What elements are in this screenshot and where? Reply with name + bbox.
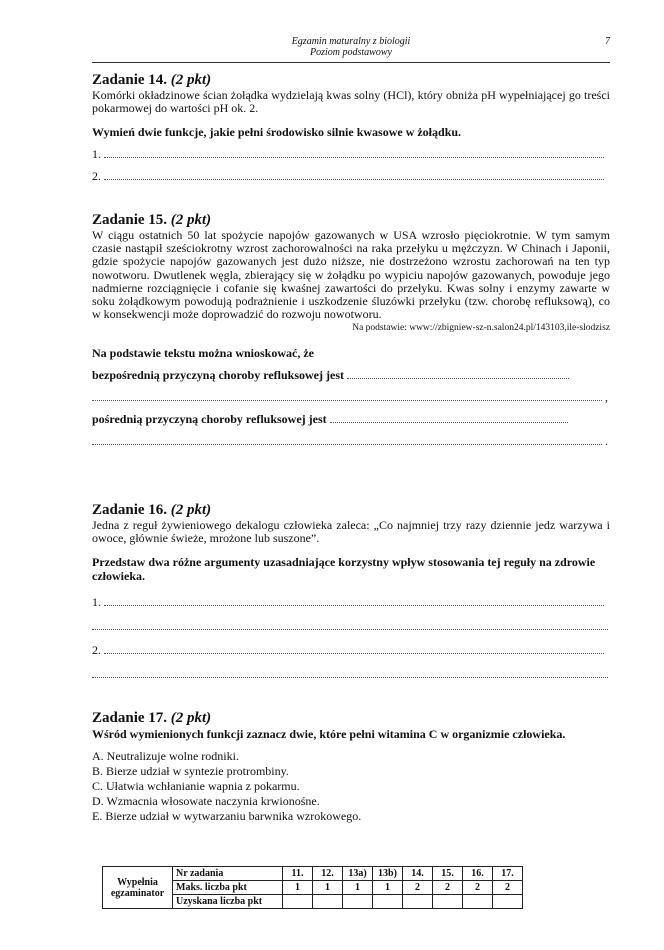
period: . xyxy=(605,434,608,449)
answer-number: 2. xyxy=(92,169,101,184)
answer-line[interactable] xyxy=(104,596,604,606)
task-15-command: Na podstawie tekstu można wnioskować, że xyxy=(92,346,314,361)
answer-line[interactable] xyxy=(92,620,608,630)
scored-points-cell[interactable] xyxy=(493,895,523,909)
scored-points-cell[interactable] xyxy=(403,895,433,909)
task-17-command: Wśród wymienionych funkcji zaznacz dwie, które pełni witamina C w organizmie człowieka. xyxy=(92,727,566,741)
task-15-label: Zadanie 15. xyxy=(92,212,168,228)
answer-line[interactable] xyxy=(330,413,568,423)
option-b[interactable]: B. Bierze udział w syntezie protrombiny. xyxy=(92,764,289,778)
max-points-cell: 2 xyxy=(433,881,463,895)
task-15-text: W ciągu ostatnich 50 lat spożycie napojów gazowanych w USA wzrosło pięciokrotnie. W tym samym czasie nastąpił sześciokrotny wzrost zachorowalności na raka przełyku u mężczyzn. W Chinach i Japonii, gdzie spożycie napojów gazowanych jest dużo niższe, nie dostrzeżono wzrostu zachorowań na ten typ nowotworu. Dwutlenek węgla, zbierający się w żołądku po wypiciu napojów gazowanych, powoduje jego nadmierne rozciągnięcie i cofanie się kwaśnej zawartości do przełyku. Kwas solny i enzymy zawarte w soku żołądkowym powodują podrażnienie i uszkodzenie śluzówki przełyku (tzw. chorobę refluksową), co w konsekwencji może doprowadzić do rozwoju nowotworu. xyxy=(92,228,610,322)
answer-line[interactable] xyxy=(92,435,602,445)
task-16-title xyxy=(92,502,610,519)
header-subject: Egzamin maturalny z biologii xyxy=(291,36,411,47)
option-c[interactable]: C. Ułatwia wchłanianie wapnia z pokarmu. xyxy=(92,779,300,793)
header-level: Poziom podstawowy xyxy=(310,47,392,58)
answer-line[interactable] xyxy=(104,170,604,180)
task-15 xyxy=(92,212,610,448)
table-row xyxy=(103,867,523,881)
max-points-cell: 2 xyxy=(493,881,523,895)
task-17-title xyxy=(92,710,610,727)
answer-number: 1. xyxy=(92,595,101,610)
scored-points-cell[interactable] xyxy=(313,895,343,909)
answer-line[interactable] xyxy=(104,644,604,654)
task-15-source: Na podstawie: www://zbigniew-sz-n.salon24.pl/143103,ile-slodzisz xyxy=(352,323,610,334)
task-15-title xyxy=(92,212,610,229)
row-label-max-points: Maks. liczba pkt xyxy=(173,881,283,895)
task-16-answer-1-cont[interactable] xyxy=(92,619,610,633)
direct-cause-label: bezpośrednią przyczyną choroby refluksowej jest xyxy=(92,368,344,383)
comma: , xyxy=(605,390,608,405)
option-d[interactable]: D. Wzmacnia włosowate naczynia krwionośne. xyxy=(92,794,320,808)
option-a[interactable]: A. Neutralizuje wolne rodniki. xyxy=(92,749,239,763)
row-label-task-number: Nr zadania xyxy=(173,867,283,881)
task-17-label: Zadanie 17. xyxy=(92,710,168,726)
max-points-cell: 2 xyxy=(463,881,493,895)
page-number: 7 xyxy=(605,36,610,47)
task-14-title xyxy=(92,72,610,89)
score-table xyxy=(102,866,523,909)
scored-points-cell[interactable] xyxy=(283,895,313,909)
task-17-points: (2 pkt) xyxy=(170,710,212,726)
scored-points-cell[interactable] xyxy=(433,895,463,909)
task-number-cell: 11. xyxy=(283,867,313,881)
task-16-command: Przedstaw dwa różne argumenty uzasadniające korzystny wpływ stosowania tej reguły na zdrowie człowieka. xyxy=(92,555,596,584)
answer-line[interactable] xyxy=(92,391,602,401)
task-number-cell: 14. xyxy=(403,867,433,881)
max-points-cell: 1 xyxy=(343,881,373,895)
task-15-indirect-cause[interactable] xyxy=(92,412,610,426)
task-15-direct-cause[interactable] xyxy=(92,368,610,382)
task-15-direct-cause-cont[interactable] xyxy=(92,390,610,404)
page-header xyxy=(92,36,610,58)
task-14-answer-1[interactable] xyxy=(92,147,610,161)
task-16 xyxy=(92,502,610,681)
task-14-label: Zadanie 14. xyxy=(92,72,168,88)
task-number-cell: 17. xyxy=(493,867,523,881)
scored-points-cell[interactable] xyxy=(463,895,493,909)
task-14 xyxy=(92,72,610,183)
row-label-scored-points: Uzyskana liczba pkt xyxy=(173,895,283,909)
task-17-options xyxy=(92,749,610,824)
option-e[interactable]: E. Bierze udział w wytwarzaniu barwnika wzrokowego. xyxy=(92,809,362,823)
header-divider xyxy=(92,62,610,63)
task-16-answer-1[interactable] xyxy=(92,595,610,609)
task-number-cell: 16. xyxy=(463,867,493,881)
scored-points-cell[interactable] xyxy=(373,895,403,909)
answer-line[interactable] xyxy=(92,668,608,678)
max-points-cell: 1 xyxy=(313,881,343,895)
examiner-label: Wypełnia egzaminator xyxy=(103,867,173,909)
max-points-cell: 2 xyxy=(403,881,433,895)
task-16-text: Jedna z reguł żywieniowego dekalogu człowieka zaleca: „Co najmniej trzy razy dziennie jedz warzywa i owoce, głównie świeże, mrożone lub suszone”. xyxy=(92,518,610,546)
task-17 xyxy=(92,710,610,824)
answer-number: 1. xyxy=(92,147,101,162)
task-number-cell: 13a) xyxy=(343,867,373,881)
task-16-label: Zadanie 16. xyxy=(92,502,168,518)
task-16-answer-2-cont[interactable] xyxy=(92,667,610,681)
task-15-indirect-cause-cont[interactable] xyxy=(92,434,610,448)
task-16-points: (2 pkt) xyxy=(170,502,212,518)
task-number-cell: 15. xyxy=(433,867,463,881)
max-points-cell: 1 xyxy=(283,881,313,895)
task-16-answer-2[interactable] xyxy=(92,643,610,657)
task-14-command: Wymień dwie funkcje, jakie pełni środowisko silnie kwasowe w żołądku. xyxy=(92,125,462,140)
indirect-cause-label: pośrednią przyczyną choroby refluksowej jest xyxy=(92,412,327,427)
answer-line[interactable] xyxy=(104,148,604,158)
task-14-points: (2 pkt) xyxy=(170,72,212,88)
max-points-cell: 1 xyxy=(373,881,403,895)
scored-points-cell[interactable] xyxy=(343,895,373,909)
task-number-cell: 13b) xyxy=(373,867,403,881)
answer-line[interactable] xyxy=(347,369,569,379)
exam-page xyxy=(92,0,610,950)
task-14-answer-2[interactable] xyxy=(92,169,610,183)
answer-number: 2. xyxy=(92,643,101,658)
task-14-text: Komórki okładzinowe ścian żołądka wydzielają kwas solny (HCl), który obniża pH wypełniającej go treści pokarmowej do wartości pH ok. 2. xyxy=(92,88,610,116)
task-15-points: (2 pkt) xyxy=(170,212,212,228)
task-number-cell: 12. xyxy=(313,867,343,881)
